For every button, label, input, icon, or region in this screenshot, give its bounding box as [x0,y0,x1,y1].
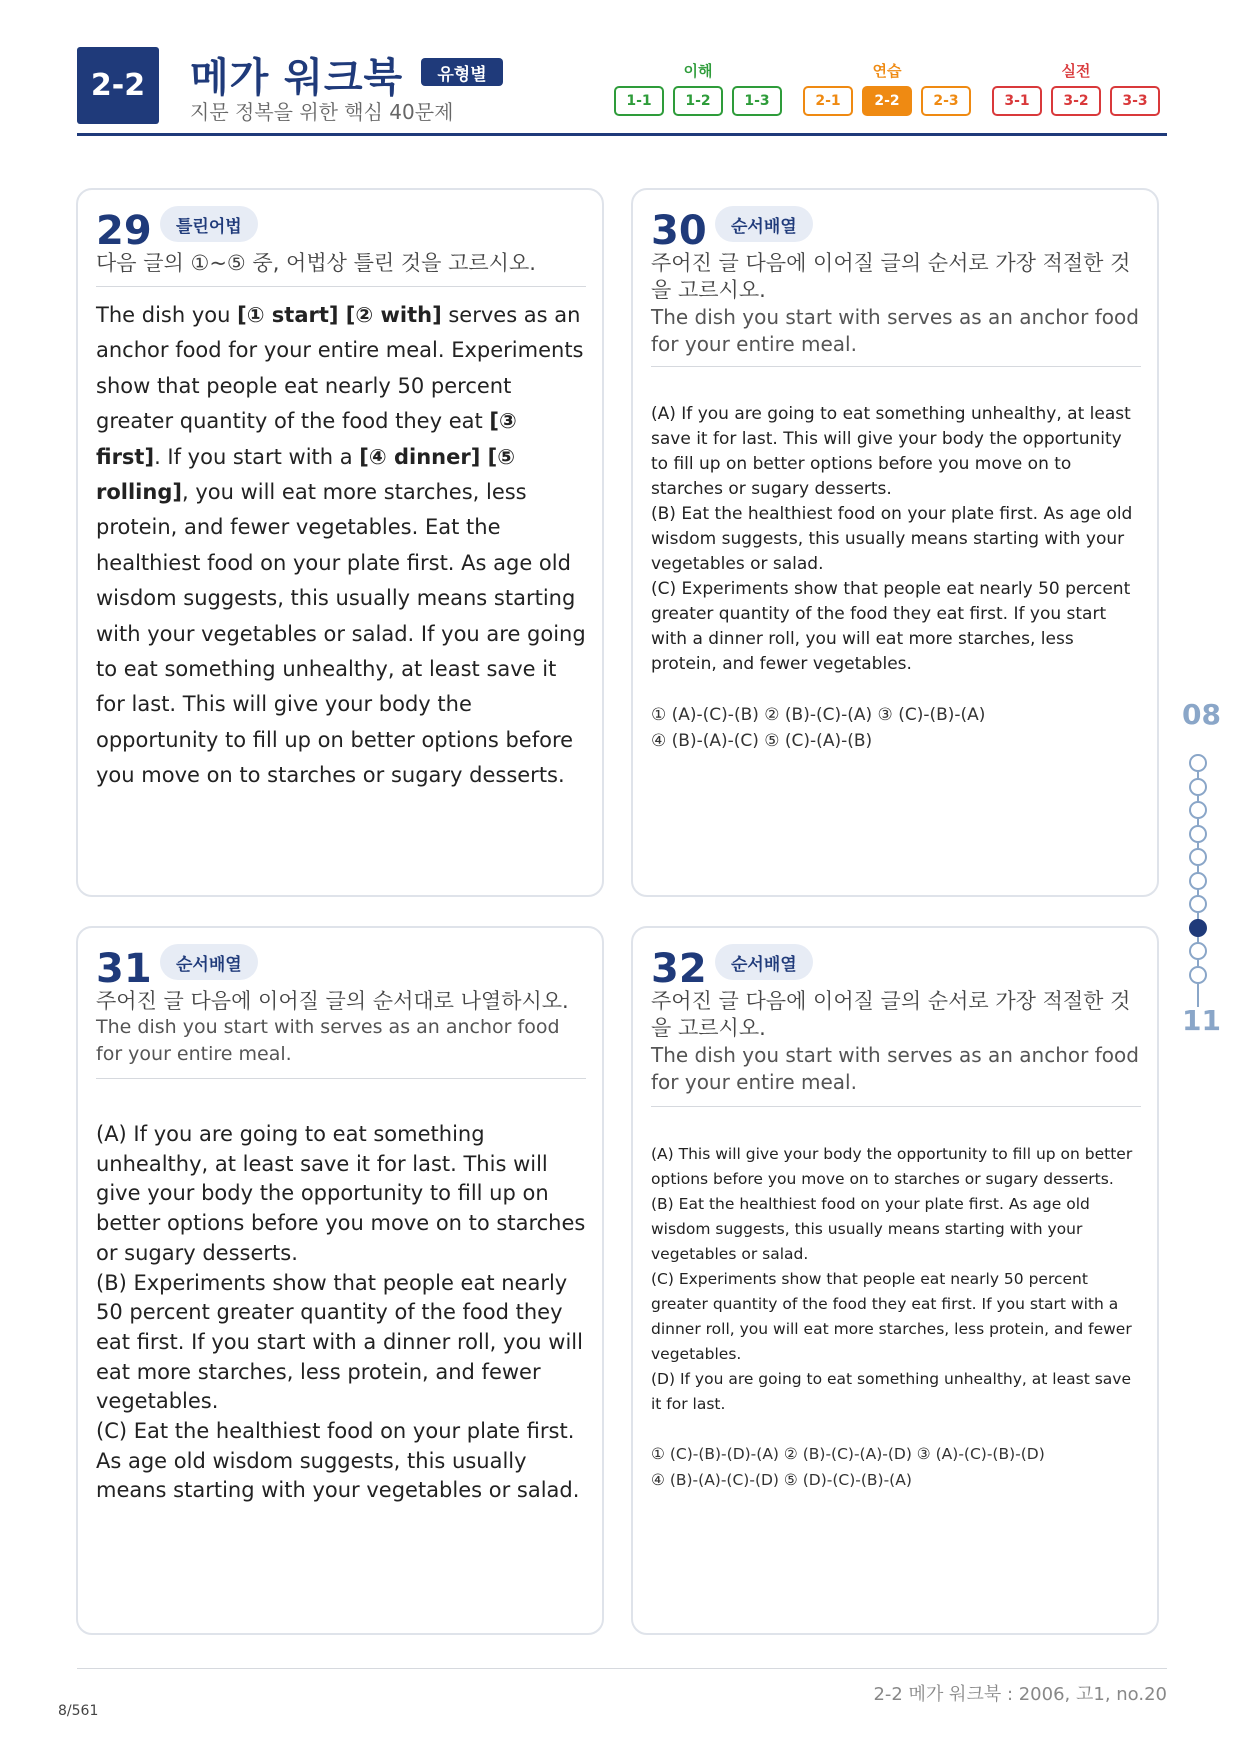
question-instruction: 주어진 글 다음에 이어질 글의 순서로 가장 적절한 것을 고르시오. [651,251,1131,302]
side-nav-step-8[interactable] [1189,919,1207,937]
answer-choices [651,1441,1141,1493]
level-button-3-2[interactable]: 3-2 [1051,86,1101,116]
unit-badge: 2-2 [77,47,159,124]
question-card-30 [631,188,1159,897]
paragraph-b: (B) Eat the healthiest food on your plate first. As age old wisdom suggests, this usually means starting with your vegetables or salad. [651,1195,1090,1263]
paragraph-a: (A) If you are going to eat something unhealthy, at least save it for last. This will give your body the opportunity to fill up on better options before you move on to starches or sugary desserts. [651,404,1131,499]
level-button-3-3[interactable]: 3-3 [1110,86,1160,116]
type-tag: 유형별 [421,58,503,86]
question-type-tag: 순서배열 [160,944,258,980]
passage-text: serves as an anchor food for your entire meal. Experiments show that people eat nearly 50 percent greater quantity of the food they eat [96,303,584,434]
side-nav-step-2[interactable] [1189,778,1207,796]
level-button-2-3[interactable]: 2-3 [921,86,971,116]
side-nav-step-5[interactable] [1189,848,1207,866]
side-nav-step-7[interactable] [1189,895,1207,913]
paragraph-c: (C) Experiments show that people eat nearly 50 percent greater quantity of the food they eat first. If you start with a dinner roll, you will eat more starches, less protein, and fewer vegetables. [651,1270,1132,1363]
source-citation: 2-2 메가 워크북 : 2006, 고1, no.20 [873,1684,1167,1705]
given-sentence: The dish you start with serves as an anchor food for your entire meal. [651,305,1139,356]
paragraph-d: (D) If you are going to eat something unhealthy, at least save it for last. [651,1370,1131,1413]
level-label-real: 실전 [1061,62,1091,80]
paragraph-a: (A) This will give your body the opportunity to fill up on better options before you move on to starches or sugary desserts. [651,1145,1133,1188]
choice-line: ④ (B)-(A)-(C)-(D) ⑤ (D)-(C)-(B)-(A) [651,1471,912,1489]
paragraph-b: (B) Eat the healthiest food on your plate first. As age old wisdom suggests, this usually means starting with your vegetables or salad. [651,504,1133,574]
question-number: 29 [96,208,152,254]
level-button-1-2[interactable]: 1-2 [673,86,723,116]
passage [651,1142,1141,1417]
question-number: 30 [651,208,707,254]
choice-line: ① (A)-(C)-(B) ② (B)-(C)-(A) ③ (C)-(B)-(A) [651,705,986,725]
given-sentence: The dish you start with serves as an anchor food for your entire meal. [96,1016,560,1065]
question-type-tag: 순서배열 [715,206,813,242]
side-nav-step-6[interactable] [1189,872,1207,890]
side-nav-step-4[interactable] [1189,825,1207,843]
question-instruction: 다음 글의 ①~⑤ 중, 어법상 틀린 것을 고르시오. [96,251,536,275]
page-title: 메가 워크북 [190,55,404,101]
side-nav-step-3[interactable] [1189,801,1207,819]
grammar-option: [① start] [② with] [237,303,442,327]
level-label-practice: 연습 [872,62,902,80]
side-nav-step-10[interactable] [1189,966,1207,984]
page-number: 8/561 [58,1703,99,1719]
question-number: 32 [651,946,707,992]
header-divider [77,133,1167,136]
divider [96,1078,586,1079]
passage-text: , you will eat more starches, less protein, and fewer vegetables. Eat the healthiest food on your plate first. As age old wisdom suggests, this usually means starting with your vegetables or salad. If you are going to eat something unhealthy, at least save it for last. This will give your body the opportunity to fill up on better options before you move on to starches or sugary desserts. [96,480,586,788]
passage [96,1120,586,1506]
level-button-2-2[interactable]: 2-2 [862,86,912,116]
question-instruction: 주어진 글 다음에 이어질 글의 순서대로 나열하시오. [96,989,569,1013]
choice-line: ① (C)-(B)-(D)-(A) ② (B)-(C)-(A)-(D) ③ (A)-(C)-(B)-(D) [651,1445,1045,1463]
divider [96,286,586,287]
paragraph-a: (A) If you are going to eat something unhealthy, at least save it for last. This will give your body the opportunity to fill up on better options before you move on to starches or sugary desserts. [96,1122,586,1265]
paragraph-c: (C) Eat the healthiest food on your plate first. As age old wisdom suggests, this usually means starting with your vegetables or salad. [96,1419,580,1503]
grammar-option: [③ first] [96,409,517,469]
page-subtitle: 지문 정복을 위한 핵심 40문제 [190,100,454,124]
answer-choices [651,702,1141,754]
passage [651,402,1141,677]
question-type-tag: 틀린어법 [160,206,258,242]
level-button-2-1[interactable]: 2-1 [803,86,853,116]
question-card-31 [76,926,604,1635]
question-card-29 [76,188,604,897]
question-number: 31 [96,946,152,992]
passage-text: The dish you [96,303,238,327]
question-card-32 [631,926,1159,1635]
passage-text: . If you start with a [154,444,360,469]
question-instruction: 주어진 글 다음에 이어질 글의 순서로 가장 적절한 것을 고르시오. [651,989,1131,1040]
level-label-understanding: 이해 [683,62,713,80]
paragraph-b: (B) Experiments show that people eat nearly 50 percent greater quantity of the food they eat first. If you start with a dinner roll, you will eat more starches, less protein, and fewer vegetables. [96,1270,583,1414]
grammar-option: [④ dinner] [⑤ rolling] [96,444,516,505]
side-nav-start: 08 [1182,698,1221,731]
level-button-1-1[interactable]: 1-1 [614,86,664,116]
question-type-tag: 순서배열 [715,944,813,980]
choice-line: ④ (B)-(A)-(C) ⑤ (C)-(A)-(B) [651,731,873,751]
divider [651,366,1141,367]
given-sentence: The dish you start with serves as an anchor food for your entire meal. [651,1043,1139,1094]
level-button-3-1[interactable]: 3-1 [992,86,1042,116]
side-nav-step-9[interactable] [1189,942,1207,960]
footer-divider [77,1668,1167,1669]
level-button-1-3[interactable]: 1-3 [732,86,782,116]
passage [96,298,586,794]
divider [651,1106,1141,1107]
paragraph-c: (C) Experiments show that people eat nearly 50 percent greater quantity of the food they eat first. If you start with a dinner roll, you will eat more starches, less protein, and fewer vegetables. [651,579,1131,674]
side-nav-end: 11 [1182,1004,1221,1037]
side-nav-step-1[interactable] [1189,754,1207,772]
